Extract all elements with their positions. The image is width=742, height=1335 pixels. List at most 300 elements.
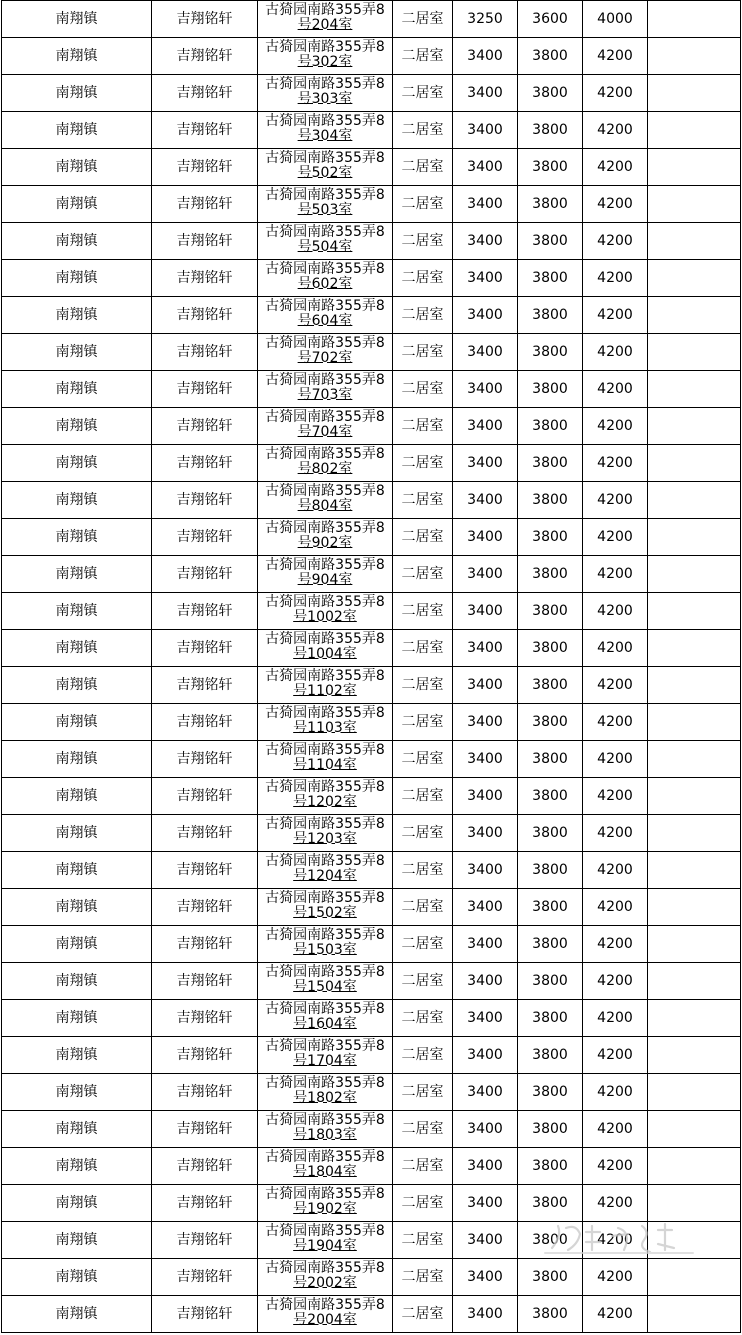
price-high-cell: 4200 bbox=[583, 1259, 648, 1296]
address-cell bbox=[258, 1074, 393, 1111]
layout-cell: 二居室 bbox=[393, 371, 453, 408]
address-cell bbox=[258, 889, 393, 926]
address-cell bbox=[258, 1111, 393, 1148]
layout-cell: 二居室 bbox=[393, 223, 453, 260]
table-row bbox=[2, 38, 741, 75]
address-cell bbox=[258, 741, 393, 778]
price-low-cell: 3400 bbox=[453, 741, 518, 778]
town-cell: 南翔镇 bbox=[2, 667, 152, 704]
town-cell: 南翔镇 bbox=[2, 1, 152, 38]
note-cell bbox=[648, 815, 741, 852]
price-low-cell: 3400 bbox=[453, 778, 518, 815]
price-low-cell: 3400 bbox=[453, 1074, 518, 1111]
address-cell bbox=[258, 1037, 393, 1074]
layout-cell: 二居室 bbox=[393, 593, 453, 630]
price-low-cell: 3400 bbox=[453, 630, 518, 667]
layout-cell: 二居室 bbox=[393, 334, 453, 371]
price-high-cell: 4200 bbox=[583, 408, 648, 445]
price-mid-cell: 3800 bbox=[518, 815, 583, 852]
address-line1: 古猗园南路355弄8 bbox=[265, 963, 385, 980]
table-row bbox=[2, 1259, 741, 1296]
community-cell: 吉翔铭轩 bbox=[152, 38, 258, 75]
community-cell: 吉翔铭轩 bbox=[152, 445, 258, 482]
town-cell: 南翔镇 bbox=[2, 408, 152, 445]
price-low-cell: 3400 bbox=[453, 482, 518, 519]
price-low-cell: 3400 bbox=[453, 852, 518, 889]
layout-cell: 二居室 bbox=[393, 260, 453, 297]
table-row bbox=[2, 1296, 741, 1333]
layout-cell: 二居室 bbox=[393, 778, 453, 815]
note-cell bbox=[648, 852, 741, 889]
community-cell: 吉翔铭轩 bbox=[152, 593, 258, 630]
address-line1: 古猗园南路355弄8 bbox=[265, 297, 385, 314]
note-cell bbox=[648, 1111, 741, 1148]
price-mid-cell: 3600 bbox=[518, 1, 583, 38]
address-line2: 号1503室 bbox=[293, 941, 357, 958]
community-cell: 吉翔铭轩 bbox=[152, 112, 258, 149]
address-line2: 号1802室 bbox=[293, 1089, 357, 1106]
layout-cell: 二居室 bbox=[393, 408, 453, 445]
layout-cell: 二居室 bbox=[393, 1000, 453, 1037]
address-line1: 古猗园南路355弄8 bbox=[265, 1222, 385, 1239]
table-row bbox=[2, 926, 741, 963]
price-low-cell: 3400 bbox=[453, 1185, 518, 1222]
community-cell: 吉翔铭轩 bbox=[152, 1, 258, 38]
table-row bbox=[2, 963, 741, 1000]
town-cell: 南翔镇 bbox=[2, 149, 152, 186]
price-low-cell: 3400 bbox=[453, 334, 518, 371]
price-high-cell: 4200 bbox=[583, 297, 648, 334]
community-cell: 吉翔铭轩 bbox=[152, 852, 258, 889]
price-mid-cell: 3800 bbox=[518, 741, 583, 778]
note-cell bbox=[648, 704, 741, 741]
note-cell bbox=[648, 297, 741, 334]
community-cell: 吉翔铭轩 bbox=[152, 519, 258, 556]
address-cell bbox=[258, 1185, 393, 1222]
town-cell: 南翔镇 bbox=[2, 1074, 152, 1111]
price-mid-cell: 3800 bbox=[518, 334, 583, 371]
price-mid-cell: 3800 bbox=[518, 963, 583, 1000]
layout-cell: 二居室 bbox=[393, 149, 453, 186]
note-cell bbox=[648, 445, 741, 482]
price-high-cell: 4200 bbox=[583, 1074, 648, 1111]
price-high-cell: 4200 bbox=[583, 186, 648, 223]
table-row bbox=[2, 852, 741, 889]
price-high-cell: 4200 bbox=[583, 704, 648, 741]
price-high-cell: 4200 bbox=[583, 1222, 648, 1259]
address-cell bbox=[258, 223, 393, 260]
address-line2: 号602室 bbox=[297, 275, 353, 292]
table-row bbox=[2, 593, 741, 630]
community-cell: 吉翔铭轩 bbox=[152, 1296, 258, 1333]
address-cell bbox=[258, 963, 393, 1000]
town-cell: 南翔镇 bbox=[2, 1296, 152, 1333]
price-low-cell: 3400 bbox=[453, 149, 518, 186]
note-cell bbox=[648, 1000, 741, 1037]
rent-price-table bbox=[1, 0, 741, 1333]
address-line2: 号702室 bbox=[297, 349, 353, 366]
address-line2: 号1203室 bbox=[293, 830, 357, 847]
town-cell: 南翔镇 bbox=[2, 223, 152, 260]
address-line1: 古猗园南路355弄8 bbox=[265, 482, 385, 499]
address-line2: 号502室 bbox=[297, 164, 353, 181]
town-cell: 南翔镇 bbox=[2, 482, 152, 519]
layout-cell: 二居室 bbox=[393, 741, 453, 778]
layout-cell: 二居室 bbox=[393, 704, 453, 741]
price-mid-cell: 3800 bbox=[518, 1148, 583, 1185]
price-low-cell: 3400 bbox=[453, 1222, 518, 1259]
layout-cell: 二居室 bbox=[393, 889, 453, 926]
layout-cell: 二居室 bbox=[393, 556, 453, 593]
address-cell bbox=[258, 1259, 393, 1296]
address-line2: 号1103室 bbox=[293, 719, 357, 736]
address-line2: 号204室 bbox=[297, 16, 353, 33]
community-cell: 吉翔铭轩 bbox=[152, 482, 258, 519]
address-line1: 古猗园南路355弄8 bbox=[265, 778, 385, 795]
address-line2: 号1204室 bbox=[293, 867, 357, 884]
note-cell bbox=[648, 371, 741, 408]
price-low-cell: 3400 bbox=[453, 556, 518, 593]
town-cell: 南翔镇 bbox=[2, 260, 152, 297]
note-cell bbox=[648, 112, 741, 149]
note-cell bbox=[648, 593, 741, 630]
price-low-cell: 3400 bbox=[453, 297, 518, 334]
town-cell: 南翔镇 bbox=[2, 1185, 152, 1222]
town-cell: 南翔镇 bbox=[2, 445, 152, 482]
community-cell: 吉翔铭轩 bbox=[152, 667, 258, 704]
price-mid-cell: 3800 bbox=[518, 260, 583, 297]
community-cell: 吉翔铭轩 bbox=[152, 556, 258, 593]
price-low-cell: 3400 bbox=[453, 889, 518, 926]
price-mid-cell: 3800 bbox=[518, 1259, 583, 1296]
community-cell: 吉翔铭轩 bbox=[152, 260, 258, 297]
price-low-cell: 3400 bbox=[453, 667, 518, 704]
layout-cell: 二居室 bbox=[393, 1185, 453, 1222]
town-cell: 南翔镇 bbox=[2, 186, 152, 223]
address-line2: 号1704室 bbox=[293, 1052, 357, 1069]
note-cell bbox=[648, 1, 741, 38]
layout-cell: 二居室 bbox=[393, 1259, 453, 1296]
community-cell: 吉翔铭轩 bbox=[152, 1148, 258, 1185]
address-line1: 古猗园南路355弄8 bbox=[265, 593, 385, 610]
community-cell: 吉翔铭轩 bbox=[152, 408, 258, 445]
address-cell bbox=[258, 149, 393, 186]
address-line1: 古猗园南路355弄8 bbox=[265, 445, 385, 462]
layout-cell: 二居室 bbox=[393, 1296, 453, 1333]
price-low-cell: 3400 bbox=[453, 408, 518, 445]
community-cell: 吉翔铭轩 bbox=[152, 149, 258, 186]
address-cell bbox=[258, 334, 393, 371]
community-cell: 吉翔铭轩 bbox=[152, 704, 258, 741]
price-high-cell: 4200 bbox=[583, 75, 648, 112]
town-cell: 南翔镇 bbox=[2, 889, 152, 926]
address-line1: 古猗园南路355弄8 bbox=[265, 556, 385, 573]
town-cell: 南翔镇 bbox=[2, 704, 152, 741]
community-cell: 吉翔铭轩 bbox=[152, 1111, 258, 1148]
address-line1: 古猗园南路355弄8 bbox=[265, 149, 385, 166]
town-cell: 南翔镇 bbox=[2, 1222, 152, 1259]
price-low-cell: 3400 bbox=[453, 1148, 518, 1185]
layout-cell: 二居室 bbox=[393, 963, 453, 1000]
address-cell bbox=[258, 519, 393, 556]
town-cell: 南翔镇 bbox=[2, 778, 152, 815]
address-line1: 古猗园南路355弄8 bbox=[265, 926, 385, 943]
table-row bbox=[2, 741, 741, 778]
layout-cell: 二居室 bbox=[393, 38, 453, 75]
table-row bbox=[2, 1185, 741, 1222]
address-line2: 号1804室 bbox=[293, 1163, 357, 1180]
price-mid-cell: 3800 bbox=[518, 667, 583, 704]
layout-cell: 二居室 bbox=[393, 186, 453, 223]
table-row bbox=[2, 149, 741, 186]
address-line2: 号904室 bbox=[297, 571, 353, 588]
address-line1: 古猗园南路355弄8 bbox=[265, 1111, 385, 1128]
address-cell bbox=[258, 630, 393, 667]
price-low-cell: 3400 bbox=[453, 704, 518, 741]
price-mid-cell: 3800 bbox=[518, 519, 583, 556]
table-row bbox=[2, 186, 741, 223]
town-cell: 南翔镇 bbox=[2, 926, 152, 963]
price-low-cell: 3400 bbox=[453, 112, 518, 149]
table-row bbox=[2, 112, 741, 149]
note-cell bbox=[648, 741, 741, 778]
table-row bbox=[2, 815, 741, 852]
layout-cell: 二居室 bbox=[393, 852, 453, 889]
address-line2: 号1902室 bbox=[293, 1200, 357, 1217]
price-high-cell: 4200 bbox=[583, 1296, 648, 1333]
town-cell: 南翔镇 bbox=[2, 1037, 152, 1074]
community-cell: 吉翔铭轩 bbox=[152, 334, 258, 371]
address-line1: 古猗园南路355弄8 bbox=[265, 741, 385, 758]
address-cell bbox=[258, 926, 393, 963]
layout-cell: 二居室 bbox=[393, 667, 453, 704]
address-cell bbox=[258, 260, 393, 297]
address-cell bbox=[258, 75, 393, 112]
price-high-cell: 4200 bbox=[583, 223, 648, 260]
price-mid-cell: 3800 bbox=[518, 112, 583, 149]
note-cell bbox=[648, 889, 741, 926]
table-row bbox=[2, 630, 741, 667]
price-high-cell: 4200 bbox=[583, 371, 648, 408]
price-high-cell: 4200 bbox=[583, 112, 648, 149]
price-mid-cell: 3800 bbox=[518, 778, 583, 815]
price-mid-cell: 3800 bbox=[518, 1111, 583, 1148]
price-high-cell: 4200 bbox=[583, 1037, 648, 1074]
address-cell bbox=[258, 1000, 393, 1037]
town-cell: 南翔镇 bbox=[2, 334, 152, 371]
price-low-cell: 3400 bbox=[453, 1296, 518, 1333]
address-line1: 古猗园南路355弄8 bbox=[265, 38, 385, 55]
price-mid-cell: 3800 bbox=[518, 371, 583, 408]
note-cell bbox=[648, 556, 741, 593]
price-mid-cell: 3800 bbox=[518, 186, 583, 223]
price-high-cell: 4200 bbox=[583, 593, 648, 630]
price-low-cell: 3400 bbox=[453, 815, 518, 852]
price-mid-cell: 3800 bbox=[518, 445, 583, 482]
table-row bbox=[2, 445, 741, 482]
address-line1: 古猗园南路355弄8 bbox=[265, 1148, 385, 1165]
price-mid-cell: 3800 bbox=[518, 1222, 583, 1259]
address-line1: 古猗园南路355弄8 bbox=[265, 260, 385, 277]
address-line1: 古猗园南路355弄8 bbox=[265, 667, 385, 684]
note-cell bbox=[648, 482, 741, 519]
address-cell bbox=[258, 408, 393, 445]
note-cell bbox=[648, 1296, 741, 1333]
price-high-cell: 4200 bbox=[583, 1000, 648, 1037]
town-cell: 南翔镇 bbox=[2, 1259, 152, 1296]
price-low-cell: 3400 bbox=[453, 593, 518, 630]
price-high-cell: 4200 bbox=[583, 445, 648, 482]
price-high-cell: 4200 bbox=[583, 149, 648, 186]
note-cell bbox=[648, 963, 741, 1000]
address-cell bbox=[258, 778, 393, 815]
town-cell: 南翔镇 bbox=[2, 963, 152, 1000]
address-line2: 号902室 bbox=[297, 534, 353, 551]
price-low-cell: 3400 bbox=[453, 1259, 518, 1296]
table-row bbox=[2, 260, 741, 297]
layout-cell: 二居室 bbox=[393, 1074, 453, 1111]
table-row bbox=[2, 1111, 741, 1148]
address-line2: 号704室 bbox=[297, 423, 353, 440]
price-mid-cell: 3800 bbox=[518, 297, 583, 334]
town-cell: 南翔镇 bbox=[2, 75, 152, 112]
community-cell: 吉翔铭轩 bbox=[152, 75, 258, 112]
address-line1: 古猗园南路355弄8 bbox=[265, 815, 385, 832]
address-cell bbox=[258, 482, 393, 519]
community-cell: 吉翔铭轩 bbox=[152, 630, 258, 667]
address-line2: 号1904室 bbox=[293, 1237, 357, 1254]
price-low-cell: 3400 bbox=[453, 1111, 518, 1148]
price-mid-cell: 3800 bbox=[518, 704, 583, 741]
address-line1: 古猗园南路355弄8 bbox=[265, 112, 385, 129]
price-mid-cell: 3800 bbox=[518, 408, 583, 445]
town-cell: 南翔镇 bbox=[2, 297, 152, 334]
price-low-cell: 3400 bbox=[453, 260, 518, 297]
price-high-cell: 4200 bbox=[583, 260, 648, 297]
layout-cell: 二居室 bbox=[393, 519, 453, 556]
town-cell: 南翔镇 bbox=[2, 852, 152, 889]
community-cell: 吉翔铭轩 bbox=[152, 815, 258, 852]
note-cell bbox=[648, 926, 741, 963]
price-mid-cell: 3800 bbox=[518, 593, 583, 630]
table-row bbox=[2, 482, 741, 519]
table-row bbox=[2, 223, 741, 260]
price-mid-cell: 3800 bbox=[518, 889, 583, 926]
town-cell: 南翔镇 bbox=[2, 741, 152, 778]
address-cell bbox=[258, 1148, 393, 1185]
layout-cell: 二居室 bbox=[393, 1, 453, 38]
address-cell bbox=[258, 1222, 393, 1259]
address-cell bbox=[258, 815, 393, 852]
address-cell bbox=[258, 112, 393, 149]
note-cell bbox=[648, 75, 741, 112]
price-high-cell: 4200 bbox=[583, 556, 648, 593]
address-cell bbox=[258, 667, 393, 704]
address-line2: 号804室 bbox=[297, 497, 353, 514]
price-low-cell: 3400 bbox=[453, 1000, 518, 1037]
price-high-cell: 4200 bbox=[583, 334, 648, 371]
address-line1: 古猗园南路355弄8 bbox=[265, 519, 385, 536]
table-row bbox=[2, 1222, 741, 1259]
address-cell bbox=[258, 445, 393, 482]
town-cell: 南翔镇 bbox=[2, 1148, 152, 1185]
note-cell bbox=[648, 667, 741, 704]
community-cell: 吉翔铭轩 bbox=[152, 963, 258, 1000]
layout-cell: 二居室 bbox=[393, 1148, 453, 1185]
town-cell: 南翔镇 bbox=[2, 593, 152, 630]
price-low-cell: 3400 bbox=[453, 75, 518, 112]
address-line1: 古猗园南路355弄8 bbox=[265, 1, 385, 18]
community-cell: 吉翔铭轩 bbox=[152, 1185, 258, 1222]
table-row bbox=[2, 1074, 741, 1111]
address-line1: 古猗园南路355弄8 bbox=[265, 75, 385, 92]
layout-cell: 二居室 bbox=[393, 445, 453, 482]
price-mid-cell: 3800 bbox=[518, 149, 583, 186]
community-cell: 吉翔铭轩 bbox=[152, 371, 258, 408]
town-cell: 南翔镇 bbox=[2, 630, 152, 667]
address-line1: 古猗园南路355弄8 bbox=[265, 1259, 385, 1276]
price-high-cell: 4200 bbox=[583, 482, 648, 519]
community-cell: 吉翔铭轩 bbox=[152, 1000, 258, 1037]
address-line1: 古猗园南路355弄8 bbox=[265, 1037, 385, 1054]
address-cell bbox=[258, 1, 393, 38]
price-high-cell: 4200 bbox=[583, 38, 648, 75]
town-cell: 南翔镇 bbox=[2, 519, 152, 556]
price-high-cell: 4200 bbox=[583, 815, 648, 852]
note-cell bbox=[648, 149, 741, 186]
table-row bbox=[2, 75, 741, 112]
price-high-cell: 4200 bbox=[583, 963, 648, 1000]
address-cell bbox=[258, 704, 393, 741]
address-line2: 号302室 bbox=[297, 53, 353, 70]
community-cell: 吉翔铭轩 bbox=[152, 889, 258, 926]
note-cell bbox=[648, 408, 741, 445]
address-line2: 号1202室 bbox=[293, 793, 357, 810]
note-cell bbox=[648, 1074, 741, 1111]
community-cell: 吉翔铭轩 bbox=[152, 741, 258, 778]
address-line2: 号1504室 bbox=[293, 978, 357, 995]
address-line2: 号802室 bbox=[297, 460, 353, 477]
price-high-cell: 4200 bbox=[583, 778, 648, 815]
price-high-cell: 4200 bbox=[583, 519, 648, 556]
note-cell bbox=[648, 38, 741, 75]
address-line2: 号1004室 bbox=[293, 645, 357, 662]
address-line1: 古猗园南路355弄8 bbox=[265, 1074, 385, 1091]
address-cell bbox=[258, 186, 393, 223]
price-mid-cell: 3800 bbox=[518, 852, 583, 889]
layout-cell: 二居室 bbox=[393, 630, 453, 667]
address-line1: 古猗园南路355弄8 bbox=[265, 371, 385, 388]
layout-cell: 二居室 bbox=[393, 112, 453, 149]
address-line2: 号1002室 bbox=[293, 608, 357, 625]
table-row bbox=[2, 371, 741, 408]
price-mid-cell: 3800 bbox=[518, 1037, 583, 1074]
price-low-cell: 3400 bbox=[453, 223, 518, 260]
table-row bbox=[2, 889, 741, 926]
address-line2: 号303室 bbox=[297, 90, 353, 107]
table-row bbox=[2, 408, 741, 445]
price-mid-cell: 3800 bbox=[518, 1296, 583, 1333]
address-cell bbox=[258, 38, 393, 75]
price-low-cell: 3400 bbox=[453, 1037, 518, 1074]
address-cell bbox=[258, 556, 393, 593]
address-line2: 号304室 bbox=[297, 127, 353, 144]
layout-cell: 二居室 bbox=[393, 1111, 453, 1148]
table-row bbox=[2, 556, 741, 593]
note-cell bbox=[648, 186, 741, 223]
note-cell bbox=[648, 223, 741, 260]
table-body bbox=[2, 1, 741, 1333]
